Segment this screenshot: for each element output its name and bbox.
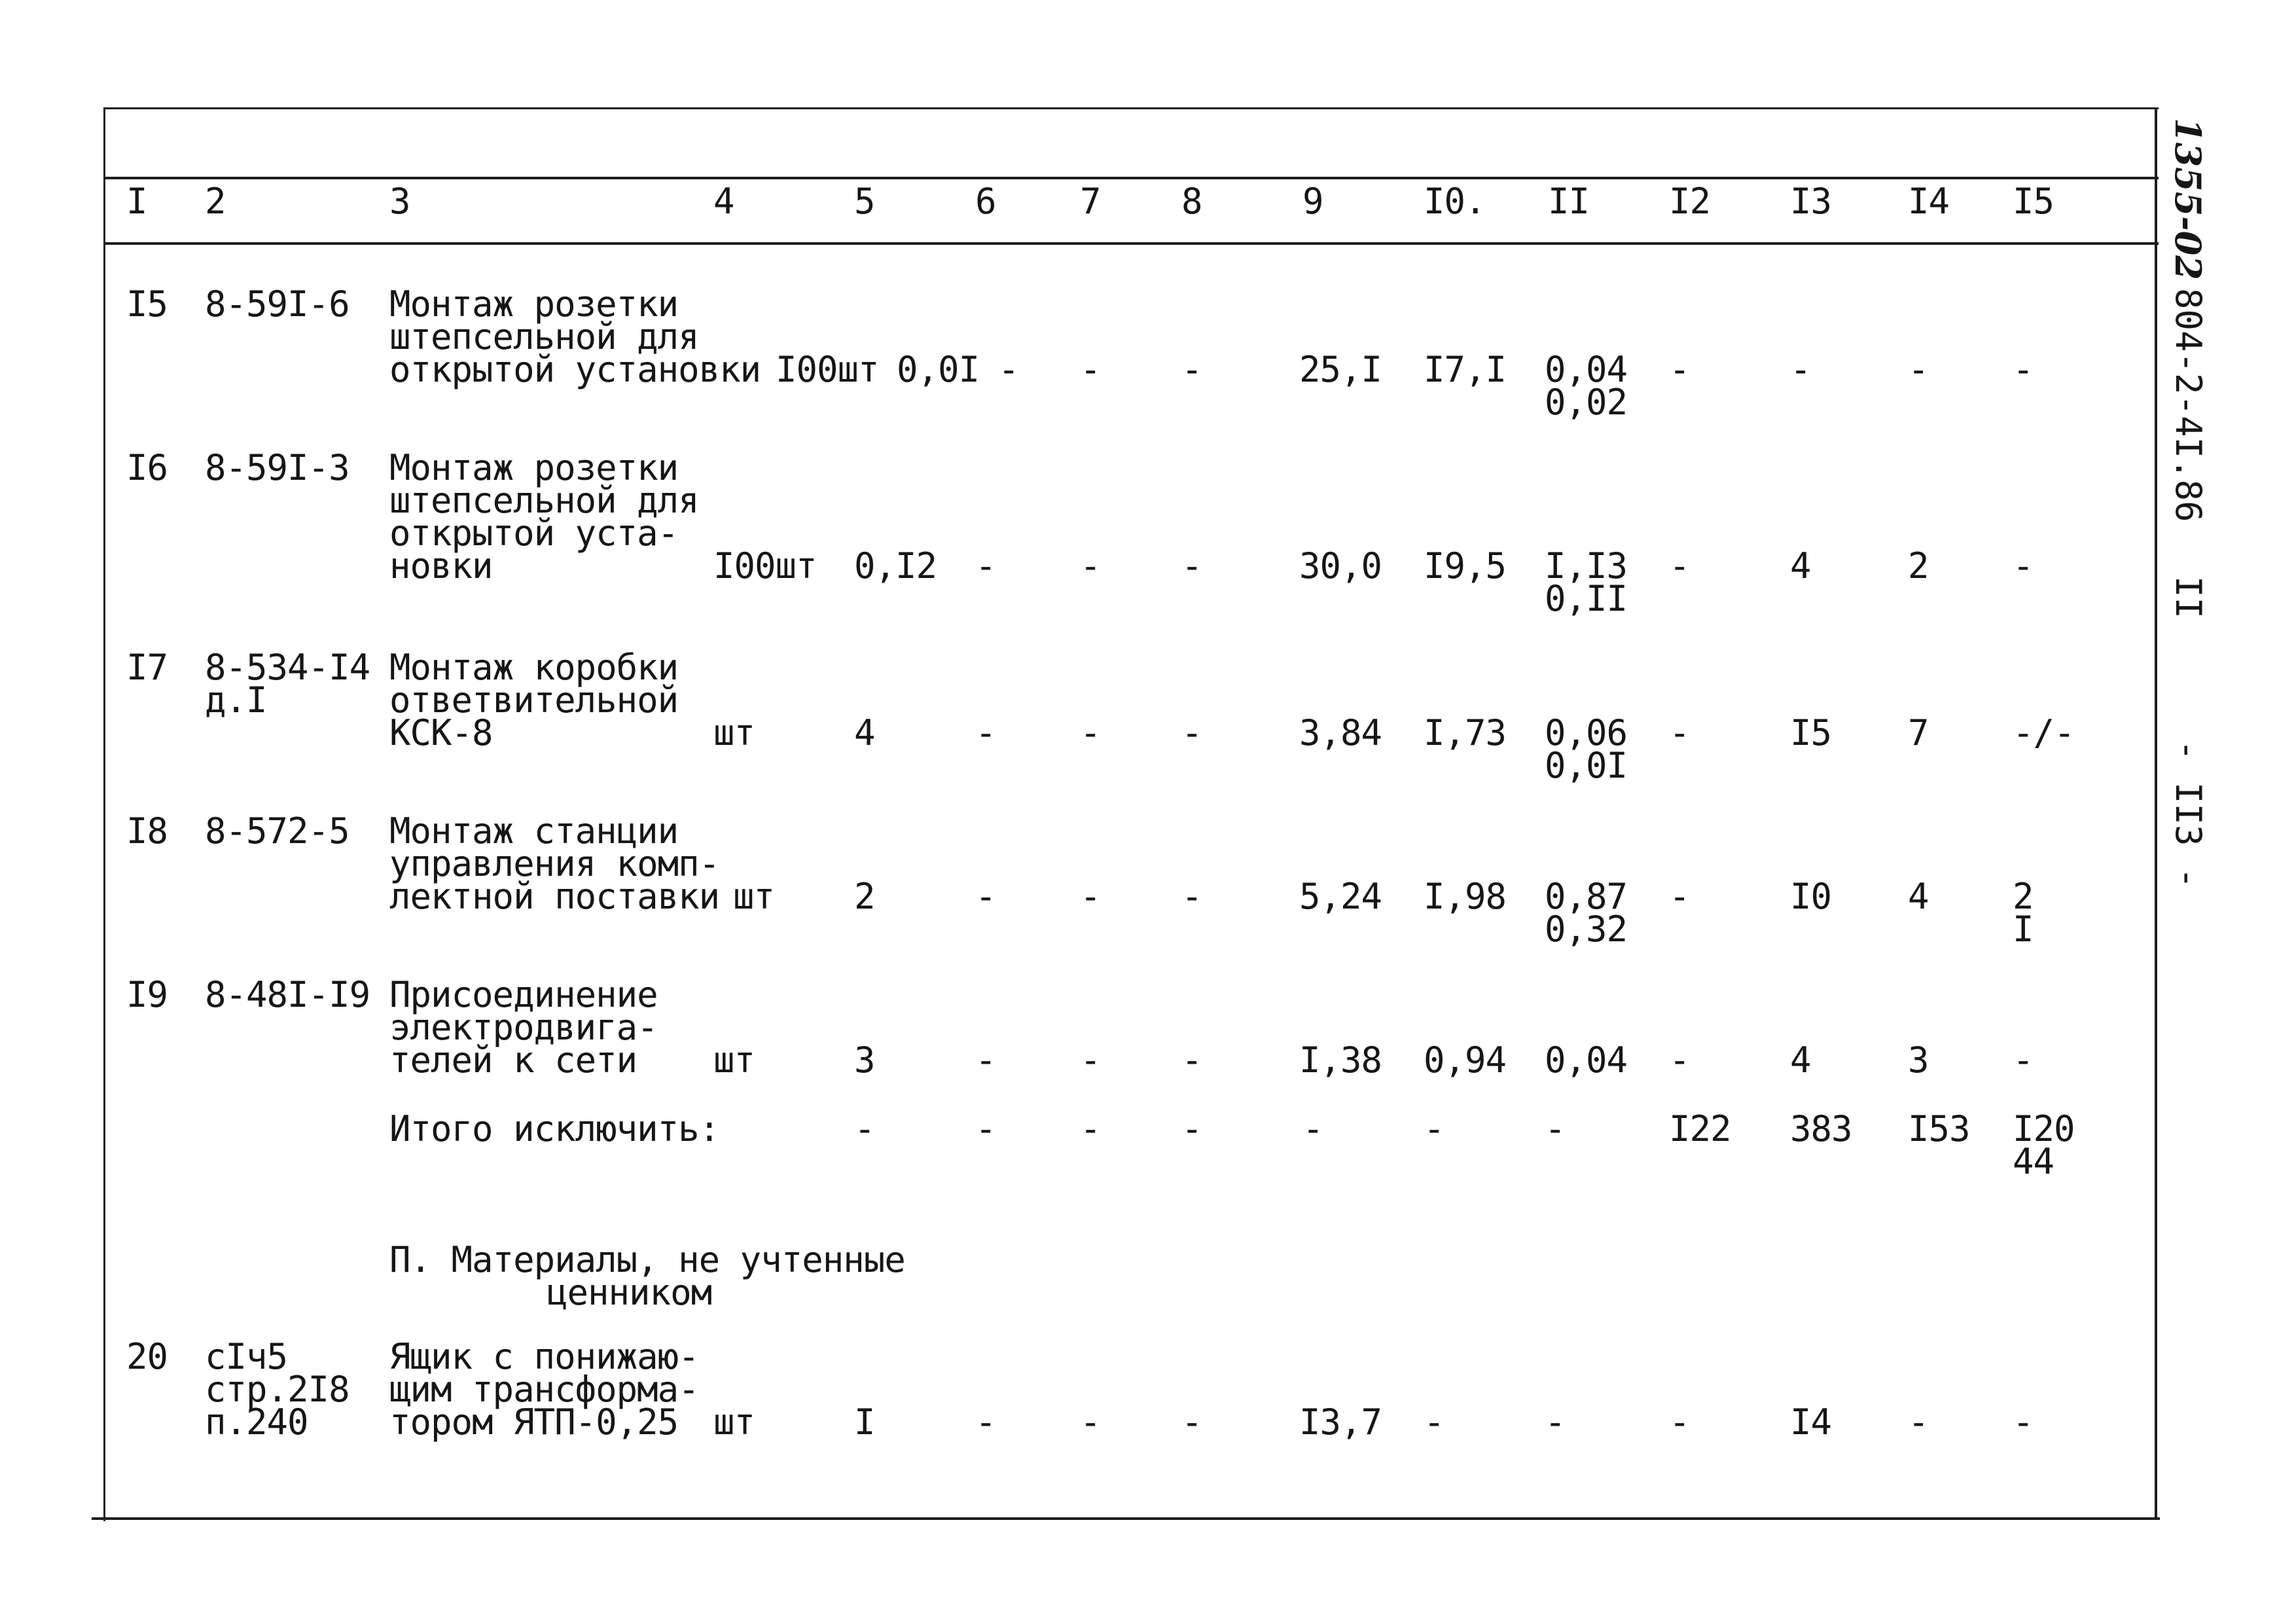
- description-line: открытой установки: [389, 349, 761, 390]
- frame-top-line: [103, 107, 2159, 109]
- row-description: [389, 647, 679, 753]
- cell-col14: 2: [1908, 545, 1929, 586]
- cell-col12: -: [1669, 545, 1690, 586]
- description-line: Монтаж станции: [389, 810, 679, 852]
- cell-col7: -: [1080, 545, 1101, 586]
- cell-col10: I,73: [1424, 712, 1507, 753]
- column-header: 3: [389, 181, 410, 222]
- cell-col11: [1545, 712, 1628, 786]
- description-line: новки: [389, 545, 493, 586]
- cell-col15: [2013, 1039, 2034, 1081]
- cell-col15: [2013, 1108, 2075, 1182]
- cell-col15: [2013, 876, 2034, 950]
- cell-col8: -: [1181, 1401, 1202, 1443]
- column-header: 8: [1181, 181, 1202, 222]
- code-line: 8-59I-6: [205, 283, 350, 325]
- cell-col6: -: [975, 1108, 996, 1149]
- section-heading-line: ценником: [547, 1272, 712, 1313]
- column-header: I0.: [1424, 181, 1486, 222]
- cell-col14: -: [1908, 1401, 1929, 1443]
- cell-col15: [2013, 545, 2034, 586]
- row-quantity: 2: [854, 876, 875, 917]
- cell-col13: 383: [1790, 1108, 1852, 1149]
- cell-line: -/-: [2013, 712, 2075, 753]
- cell-col6: -: [975, 545, 996, 586]
- cell-line: 0,02: [1545, 382, 1628, 423]
- cell-col8: -: [1181, 876, 1202, 917]
- cell-col12: I22: [1669, 1108, 1731, 1149]
- row-code: [205, 1336, 350, 1443]
- row-number: I6: [126, 447, 168, 488]
- column-header: 4: [713, 181, 734, 222]
- cell-col12: -: [1669, 712, 1690, 753]
- cell-col10: -: [1424, 1401, 1444, 1443]
- archive-stamp: 1355-02: [2167, 118, 2209, 280]
- row-unit: шт: [713, 1401, 755, 1443]
- cell-col6: -: [975, 712, 996, 753]
- description-line: Ящик с понижаю-: [389, 1336, 699, 1377]
- cell-line: I20: [2013, 1108, 2075, 1149]
- row-description: [389, 974, 658, 1081]
- description-line: электродвига-: [389, 1007, 658, 1048]
- description-line: управления комп-: [389, 843, 720, 884]
- cell-line: 0,0I: [1545, 745, 1628, 786]
- column-header: II: [1548, 181, 1590, 222]
- cell-line: -: [2013, 545, 2034, 586]
- cell-line: -: [2013, 1039, 2034, 1081]
- cell-line: 0,04: [1545, 1039, 1628, 1081]
- cell-col14: 4: [1908, 876, 1929, 917]
- description-line: штепсельной для: [389, 480, 699, 521]
- cell-col9: 25,I: [1299, 349, 1382, 390]
- cell-col10: I,98: [1424, 876, 1507, 917]
- cell-col13: I5: [1790, 712, 1832, 753]
- cell-col6: -: [975, 876, 996, 917]
- cell-line: 0,II: [1545, 578, 1628, 619]
- cell-line: I: [2013, 909, 2034, 950]
- cell-line: 0,32: [1545, 909, 1628, 950]
- column-header: I4: [1908, 181, 1950, 222]
- cell-col11: -: [1545, 1108, 1566, 1149]
- cell-col15: -: [2013, 1401, 2034, 1443]
- cell-col12: -: [1669, 876, 1690, 917]
- row-description: [389, 283, 761, 390]
- cell-col11: [1545, 1039, 1628, 1081]
- cell-col11: [1545, 545, 1628, 619]
- description-line: Монтаж розетки: [389, 447, 679, 488]
- code-line: п.240: [205, 1401, 308, 1443]
- cell-col7: -: [1080, 1108, 1101, 1149]
- cell-line: 0,06: [1545, 712, 1628, 753]
- description-line: телей к сети: [389, 1039, 637, 1081]
- row-description: [389, 1336, 699, 1443]
- total-label: Итого исключить:: [389, 1108, 720, 1149]
- row-unit: шт: [713, 1039, 755, 1081]
- description-line: Монтаж коробки: [389, 647, 679, 688]
- cell-col9: I3,7: [1299, 1401, 1382, 1443]
- row-number: 20: [126, 1336, 168, 1377]
- row-unit: I00шт: [776, 349, 879, 390]
- cell-line: 44: [2013, 1141, 2054, 1182]
- cell-col8: -: [1181, 1108, 1202, 1149]
- code-line: cIч5: [205, 1336, 288, 1377]
- cell-col11: -: [1545, 1401, 1566, 1443]
- description-line: ответвительной: [389, 679, 679, 721]
- cell-col13: -: [1790, 349, 1811, 390]
- cell-col6: -: [975, 1039, 996, 1081]
- cell-col14: I53: [1908, 1108, 1970, 1149]
- code-line: д.I: [205, 679, 267, 721]
- cell-col10: I7,I: [1424, 349, 1507, 390]
- row-unit: I00шт: [713, 545, 817, 586]
- cell-line: 0,87: [1545, 876, 1628, 917]
- description-line: штепсельной для: [389, 316, 699, 357]
- description-line: тором ЯТП-0,25: [389, 1401, 679, 1443]
- cell-line: I,I3: [1545, 545, 1628, 586]
- row-quantity: 0,I2: [854, 545, 937, 586]
- code-line: 8-59I-3: [205, 447, 350, 488]
- row-code: [205, 810, 350, 852]
- row-code: [205, 647, 370, 721]
- cell-col15: [2013, 349, 2034, 390]
- column-header: 6: [975, 181, 996, 222]
- cell-col13: 4: [1790, 1039, 1811, 1081]
- cell-col9: 5,24: [1299, 876, 1382, 917]
- code-line: 8-534-I4: [205, 647, 370, 688]
- cell-col5: -: [854, 1108, 875, 1149]
- row-quantity: 4: [854, 712, 875, 753]
- cell-col10: I9,5: [1424, 545, 1507, 586]
- cell-col13: 4: [1790, 545, 1811, 586]
- cell-col14: 3: [1908, 1039, 1929, 1081]
- column-header: 7: [1080, 181, 1101, 222]
- cell-col11: [1545, 876, 1628, 950]
- cell-col7: -: [1080, 712, 1101, 753]
- cell-col9: 30,0: [1299, 545, 1382, 586]
- cell-col15: [2013, 712, 2075, 753]
- cell-col7: -: [1080, 349, 1101, 390]
- header-bottom-line: [103, 242, 2159, 245]
- cell-col9: 3,84: [1299, 712, 1382, 753]
- cell-col13: I0: [1790, 876, 1832, 917]
- description-line: КСК-8: [389, 712, 493, 753]
- row-number: I7: [126, 647, 168, 688]
- description-line: щим трансформа-: [389, 1369, 699, 1410]
- column-header: 5: [854, 181, 875, 222]
- column-header: 2: [205, 181, 226, 222]
- row-description: [389, 447, 699, 586]
- column-header: I5: [2013, 181, 2054, 222]
- code-line: стр.2I8: [205, 1369, 350, 1410]
- cell-col7: -: [1080, 1039, 1101, 1081]
- column-header: I: [126, 181, 147, 222]
- column-header: I3: [1790, 181, 1832, 222]
- cell-col14: -: [1908, 349, 1929, 390]
- cell-col8: -: [1181, 712, 1202, 753]
- frame-bottom-line: [92, 1517, 2160, 1520]
- row-quantity: 3: [854, 1039, 875, 1081]
- cell-col10: -: [1424, 1108, 1444, 1149]
- document-code: 804-2-4I.86: [2168, 288, 2209, 522]
- column-header: 9: [1302, 181, 1323, 222]
- row-quantity: I: [854, 1401, 875, 1443]
- header-top-line: [103, 177, 2159, 179]
- row-code: [205, 974, 370, 1015]
- cell-line: 0,04: [1545, 349, 1628, 390]
- cell-col13: I4: [1790, 1401, 1832, 1443]
- cell-col8: -: [1181, 545, 1202, 586]
- cell-col11: [1545, 349, 1628, 423]
- cell-col8: -: [1181, 1039, 1202, 1081]
- code-line: 8-572-5: [205, 810, 350, 852]
- column-header: I2: [1669, 181, 1711, 222]
- cell-col12: -: [1669, 349, 1690, 390]
- cell-col9: I,38: [1299, 1039, 1382, 1081]
- description-line: открытой уста-: [389, 513, 679, 554]
- cell-col10: 0,94: [1424, 1039, 1507, 1081]
- code-line: 8-48I-I9: [205, 974, 370, 1015]
- frame-left-line: [103, 107, 105, 1521]
- frame-right-line: [2155, 107, 2157, 1520]
- description-line: Монтаж розетки: [389, 283, 679, 325]
- cell-line: -: [2013, 349, 2034, 390]
- cell-col6: -: [998, 349, 1019, 390]
- cell-col14: 7: [1908, 712, 1929, 753]
- description-line: лектной поставки: [389, 876, 720, 917]
- row-code: [205, 447, 350, 488]
- description-line: Присоединение: [389, 974, 658, 1015]
- cell-col7: -: [1080, 876, 1101, 917]
- row-description: [389, 810, 720, 917]
- cell-col6: -: [975, 1401, 996, 1443]
- cell-col9: -: [1302, 1108, 1323, 1149]
- section-heading: [389, 1239, 905, 1313]
- cell-col7: -: [1080, 1401, 1101, 1443]
- row-quantity: 0,0I: [897, 349, 980, 390]
- cell-col12: -: [1669, 1401, 1690, 1443]
- row-code: [205, 283, 350, 325]
- row-number: I5: [126, 283, 168, 325]
- part-number: II: [2168, 576, 2209, 619]
- page-number: - II3 -: [2168, 740, 2209, 889]
- row-unit: шт: [713, 712, 755, 753]
- cell-col12: -: [1669, 1039, 1690, 1081]
- row-number: I8: [126, 810, 168, 852]
- cell-line: 2: [2013, 876, 2034, 917]
- row-unit: шт: [733, 876, 775, 917]
- row-number: I9: [126, 974, 168, 1015]
- section-heading-line: П. Материалы, не учтенные: [389, 1239, 905, 1280]
- cell-col8: -: [1181, 349, 1202, 390]
